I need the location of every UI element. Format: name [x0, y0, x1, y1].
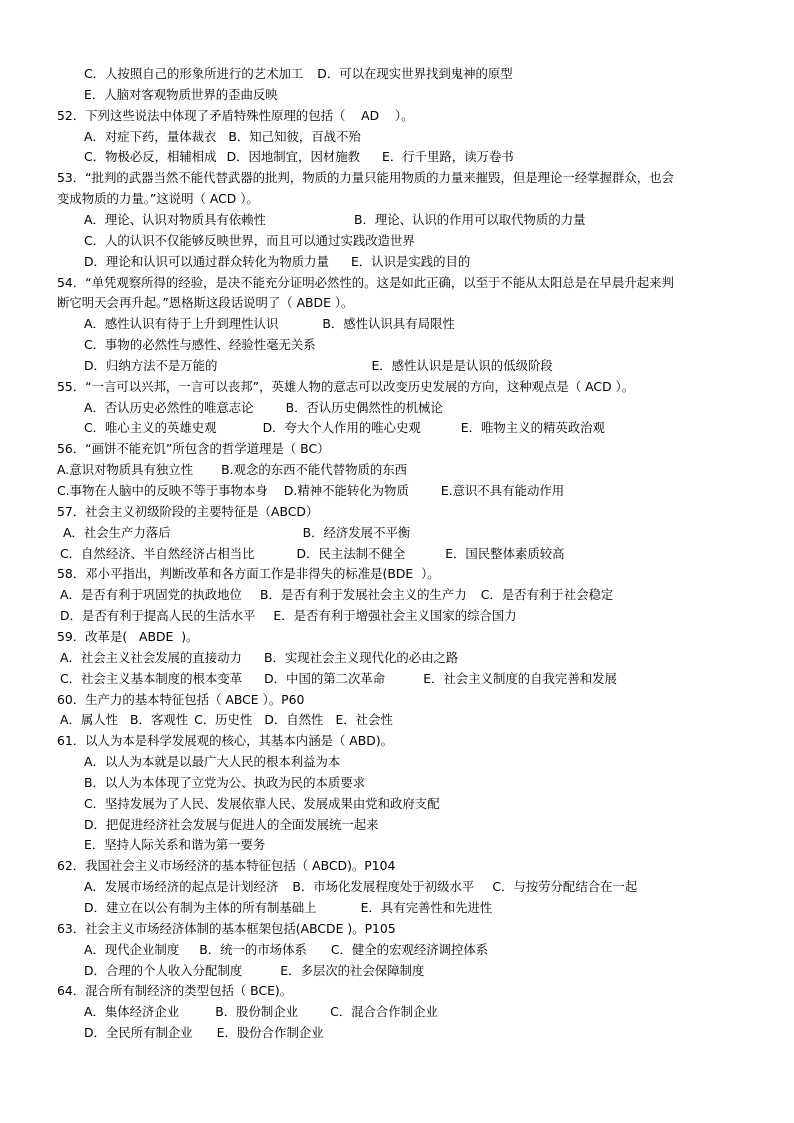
option-text: D．把促进经济社会发展与促进人的全面发展统一起来 — [84, 816, 379, 832]
option-line — [0, 961, 424, 981]
option-line — [0, 210, 586, 230]
option-text: D.精神不能转化为物质 — [283, 483, 409, 498]
question-text: 64．混合所有制经济的类型包括（ BCE)。 — [57, 983, 293, 999]
option-text: D．全民所有制企业 — [84, 1025, 193, 1041]
question-text: 57．社会主义初级阶段的主要特征是（ABCD） — [57, 503, 319, 519]
option-text: C．社会主义基本制度的根本变革 — [60, 670, 243, 686]
option-text: C．唯心主义的英雄史观 — [84, 420, 217, 436]
question-line — [0, 564, 440, 584]
option-line — [0, 710, 393, 730]
option-text: C．自然经济、半自然经济占相当比 — [60, 545, 255, 561]
option-line — [0, 481, 564, 501]
option-line — [0, 252, 470, 272]
option-text: A．集体经济企业 — [84, 1004, 180, 1020]
option-text: E．社会性 — [335, 712, 393, 728]
option-text: D．合理的个人收入分配制度 — [84, 962, 243, 978]
option-line — [0, 835, 265, 855]
option-text: A．属人性 — [60, 712, 119, 728]
question-line — [0, 168, 674, 188]
question-text: 60．生产力的基本特征包括（ ABCE ）。P60 — [57, 691, 305, 707]
option-text: C．人按照自己的形象所进行的艺术加工 — [84, 66, 304, 81]
option-text: B．是否有利于发展社会主义的生产力 — [259, 587, 467, 603]
question-line — [0, 981, 292, 1001]
question-line — [0, 731, 393, 751]
option-text: C．历史性 — [194, 712, 253, 728]
question-text: 53．“批判的武器当然不能代替武器的批判，物质的力量只能用物质的力量来摧毁，但是理论一经掌握群众，也会 — [57, 170, 674, 186]
option-text: C．坚持发展为了人民、发展依靠人民、发展成果由党和政府支配 — [84, 795, 440, 811]
option-text: E．社会主义制度的自我完善和发展 — [423, 670, 617, 686]
option-text: C．混合合作制企业 — [330, 1004, 438, 1020]
option-line — [0, 794, 440, 814]
option-text: E．感性认识是是认识的低级阶段 — [371, 357, 553, 373]
option-line — [0, 648, 458, 668]
question-line — [0, 439, 330, 459]
option-text: B．实现社会主义现代化的必由之路 — [263, 649, 459, 665]
option-text: B.观念的东西不能代替物质的东西 — [221, 462, 408, 478]
option-text: B．经济发展不平衡 — [302, 524, 411, 540]
question-text: 变成物质的力量。”这说明（ ACD ）。 — [57, 191, 259, 207]
option-text: D．夸大个人作用的唯心史观 — [262, 420, 421, 436]
question-line — [0, 189, 259, 209]
option-text: C.事物在人脑中的反映不等于事物本身 — [57, 483, 268, 498]
option-text: C．事物的必然性与感性、经验性毫无关系 — [84, 337, 316, 353]
option-line — [0, 335, 316, 355]
option-line — [0, 398, 443, 418]
option-text: C．人的认识不仅能够反映世界，而且可以通过实践改造世界 — [84, 232, 415, 248]
question-text: 63．社会主义市场经济体制的基本框架包括(ABCDE )。P105 — [57, 920, 396, 936]
question-text: 59．改革是( ABDE )。 — [57, 628, 199, 644]
option-text: E.意识不具有能动作用 — [440, 483, 565, 498]
option-text: C．健全的宏观经济调控体系 — [330, 941, 489, 957]
question-line — [0, 293, 353, 313]
option-text: B．统一的市场体系 — [199, 941, 307, 957]
option-text: C．物极必反，相辅相成 — [84, 149, 217, 165]
option-line — [0, 85, 278, 105]
option-line — [0, 898, 492, 918]
option-line — [0, 147, 514, 167]
option-text: E．是否有利于增强社会主义国家的综合国力 — [273, 608, 517, 624]
option-line — [0, 815, 379, 835]
question-text: 58．邓小平指出，判断改革和各方面工作是非得失的标准是(BDE ）。 — [57, 566, 440, 582]
option-line — [0, 460, 407, 480]
option-text: E．唯物主义的精英政治观 — [460, 420, 605, 436]
option-line — [0, 877, 637, 897]
option-text: D．自然性 — [264, 712, 324, 728]
option-text: D．因地制宜，因材施教 — [226, 149, 361, 165]
question-text: 62．我国社会主义市场经济的基本特征包括（ ABCD)。P104 — [57, 858, 396, 874]
question-text: 55．“一言可以兴邦，一言可以丧邦”，英雄人物的意志可以改变历史发展的方向，这种观点是（ ACD ）。 — [57, 378, 635, 394]
option-text: A．是否有利于巩固党的执政地位 — [60, 587, 242, 603]
option-text: E．行千里路，读万卷书 — [382, 149, 514, 165]
option-text: A．社会生产力落后 — [63, 524, 171, 540]
option-text: A.意识对物质具有独立性 — [57, 462, 194, 478]
option-text: C．是否有利于社会稳定 — [480, 587, 614, 603]
option-text: D．归纳方法不是万能的 — [84, 357, 218, 373]
option-text: D．是否有利于提高人民的生活水平 — [60, 608, 256, 624]
option-text: B．股份制企业 — [215, 1004, 299, 1020]
option-text: A．现代企业制度 — [84, 941, 180, 957]
question-line — [0, 273, 674, 293]
option-text: B．以人为本体现了立党为公、执政为民的本质要求 — [84, 774, 366, 790]
question-line — [0, 502, 318, 522]
question-text: 断它明天会再升起。”恩格斯这段话说明了（ ABDE ）。 — [57, 295, 354, 311]
option-line — [0, 1023, 324, 1043]
option-line — [0, 940, 488, 960]
option-text: E．人脑对客观物质世界的歪曲反映 — [84, 86, 278, 102]
option-text: C．与按劳分配结合在一起 — [492, 879, 638, 895]
option-text: B．否认历史偶然性的机械论 — [285, 399, 443, 415]
option-text: A．理论、认识对物质具有依赖性 — [84, 211, 266, 227]
option-line — [0, 356, 553, 376]
option-text: A．社会主义社会发展的直接动力 — [60, 649, 242, 665]
option-line — [0, 418, 605, 438]
option-text: D．民主法制不健全 — [296, 545, 406, 561]
option-line — [0, 773, 365, 793]
option-text: B．市场化发展程度处于初级水平 — [292, 879, 475, 895]
option-text: E．国民整体素质较高 — [445, 545, 565, 561]
question-line — [0, 856, 395, 876]
option-text: D．理论和认识可以通过群众转化为物质力量 — [84, 253, 329, 269]
question-line — [0, 690, 304, 710]
option-line — [0, 1002, 438, 1022]
option-text: D．可以在现实世界找到鬼神的原型 — [317, 66, 513, 81]
option-text: D．建立在以公有制为主体的所有制基础上 — [84, 900, 317, 915]
option-text: A．对症下药，量体裁衣 — [84, 128, 217, 144]
option-text: B．理论、认识的作用可以取代物质的力量 — [353, 211, 586, 227]
question-line — [0, 106, 413, 126]
option-line — [0, 231, 415, 251]
option-text: E．股份合作制企业 — [216, 1025, 324, 1041]
option-line — [0, 606, 517, 626]
question-line — [0, 627, 198, 647]
option-line — [0, 314, 455, 334]
option-line — [0, 669, 617, 689]
option-text: E．认识是实践的目的 — [350, 253, 471, 269]
option-line — [0, 585, 613, 605]
option-text: A．以人为本就是以最广大人民的根本利益为本 — [84, 754, 341, 770]
option-text: E．坚持人际关系和谐为第一要务 — [84, 837, 266, 853]
question-line — [0, 377, 634, 397]
option-text: A．感性认识有待于上升到理性认识 — [84, 316, 279, 332]
option-text: B．客观性 — [130, 712, 189, 728]
option-text: B．感性认识具有局限性 — [322, 316, 455, 332]
option-text: D．中国的第二次革命 — [264, 670, 386, 686]
option-line — [0, 127, 361, 147]
option-text: E．具有完善性和先进性 — [360, 900, 493, 915]
question-text: 54．“单凭观察所得的经验，是决不能充分证明必然性的。这是如此正确，以至于不能从太阳总是在早晨升起来判 — [57, 274, 674, 290]
option-line — [0, 64, 513, 84]
question-line — [0, 919, 396, 939]
question-text: 52．下列这些说法中体现了矛盾特殊性原理的包括（ AD ）。 — [57, 107, 414, 123]
option-text: A．发展市场经济的起点是计划经济 — [84, 879, 279, 895]
option-line — [0, 544, 565, 564]
option-line — [0, 523, 410, 543]
question-text: 61．以人为本是科学发展观的核心，其基本内涵是（ ABD)。 — [57, 733, 394, 749]
option-text: B．知己知彼，百战不殆 — [228, 128, 361, 144]
option-text: A．否认历史必然性的唯意志论 — [84, 399, 254, 415]
option-text: E．多层次的社会保障制度 — [280, 962, 425, 978]
option-line — [0, 752, 340, 772]
question-text: 56．“画饼不能充饥”所包含的哲学道理是（ BC） — [57, 441, 330, 457]
